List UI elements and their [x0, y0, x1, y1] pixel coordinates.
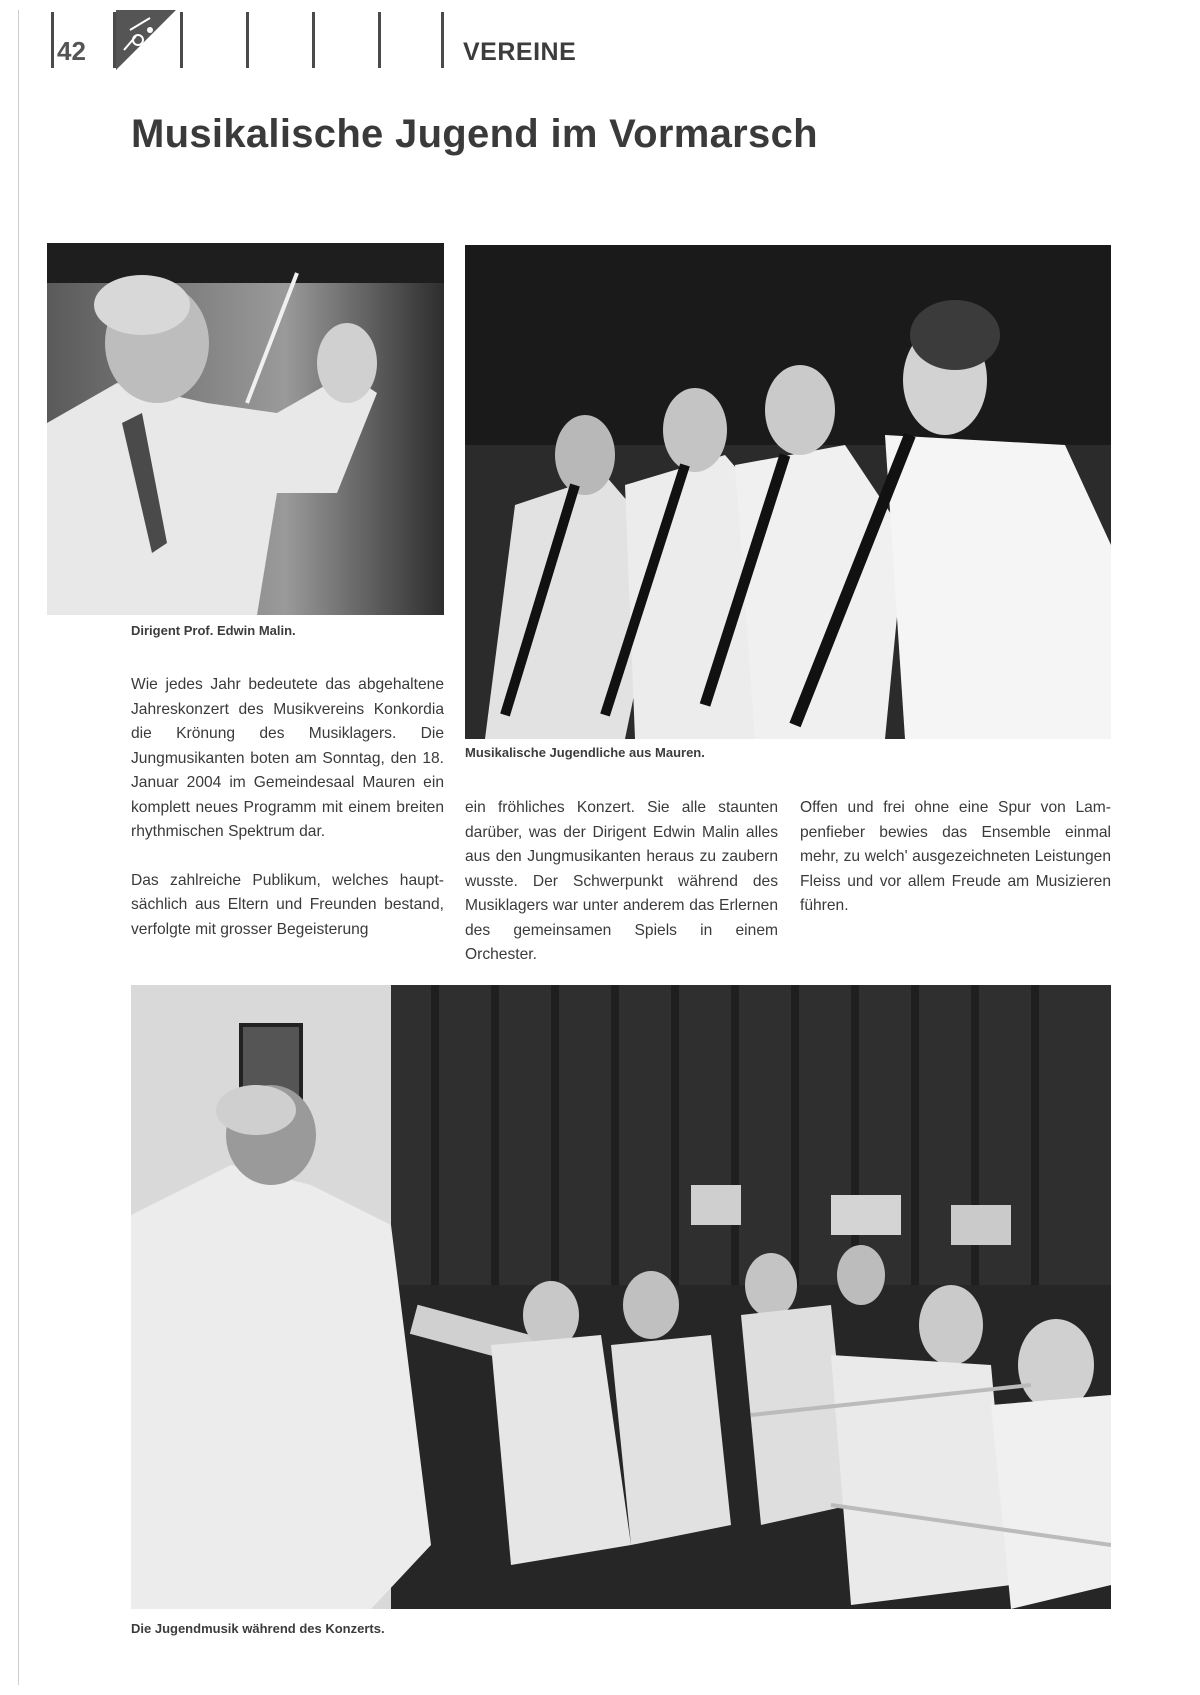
music-notes-logo-icon [116, 10, 176, 70]
header-divider [51, 12, 54, 68]
header-divider [312, 12, 315, 68]
page-number: 42 [57, 36, 86, 66]
conductor-photo [47, 243, 444, 615]
article-column-2 [465, 796, 778, 968]
paragraph: Offen und frei ohne eine Spur von Lampenfieber bewies das Ensemble einmal mehr, zu welch' ausgezeichneten Leistungen Fleiss und vor allem Freude am Musizieren führen. [800, 799, 1111, 914]
article-column-1 [131, 673, 444, 942]
clarinet-players-photo [465, 245, 1111, 739]
article-title: Musikalische Jugend im Vormarsch [131, 112, 818, 156]
section-name: VEREINE [463, 38, 577, 66]
orchestra-caption: Die Jugendmusik während des Konzerts. [131, 1621, 385, 1636]
clarinets-caption: Musikalische Jugendliche aus Mauren. [465, 745, 705, 760]
header-divider [180, 12, 183, 68]
header-divider [246, 12, 249, 68]
header-divider [441, 12, 444, 68]
header-divider [378, 12, 381, 68]
page-edge-rule [18, 10, 19, 1685]
paragraph: Wie jedes Jahr bedeutete das abgehaltene Jahreskonzert des Musikvereins Konkordia die Krönung des Musiklagers. Die Jungmusikanten boten am Sonntag, den 18. Januar 2004 im Gemeindesaal Mauren ein komplett neues Programm mit einem breiten rhythmischen Spektrum dar. [131, 676, 444, 840]
paragraph: Das zahlreiche Publikum, welches hauptsächlich aus Eltern und Freunden bestand, verfolgte mit grosser Begeisterung [131, 871, 444, 938]
conductor-caption: Dirigent Prof. Edwin Malin. [131, 623, 296, 638]
paragraph: ein fröhliches Konzert. Sie alle staunten darüber, was der Dirigent Edwin Malin alles aus den Jungmusikanten heraus zu zaubern wusste. Der Schwerpunkt während des Musiklagers war unter anderem das Erlernen des gemeinsamen Spiels in einem Orchester. [465, 799, 778, 963]
article-column-3 [800, 796, 1111, 919]
orchestra-photo [131, 985, 1111, 1609]
